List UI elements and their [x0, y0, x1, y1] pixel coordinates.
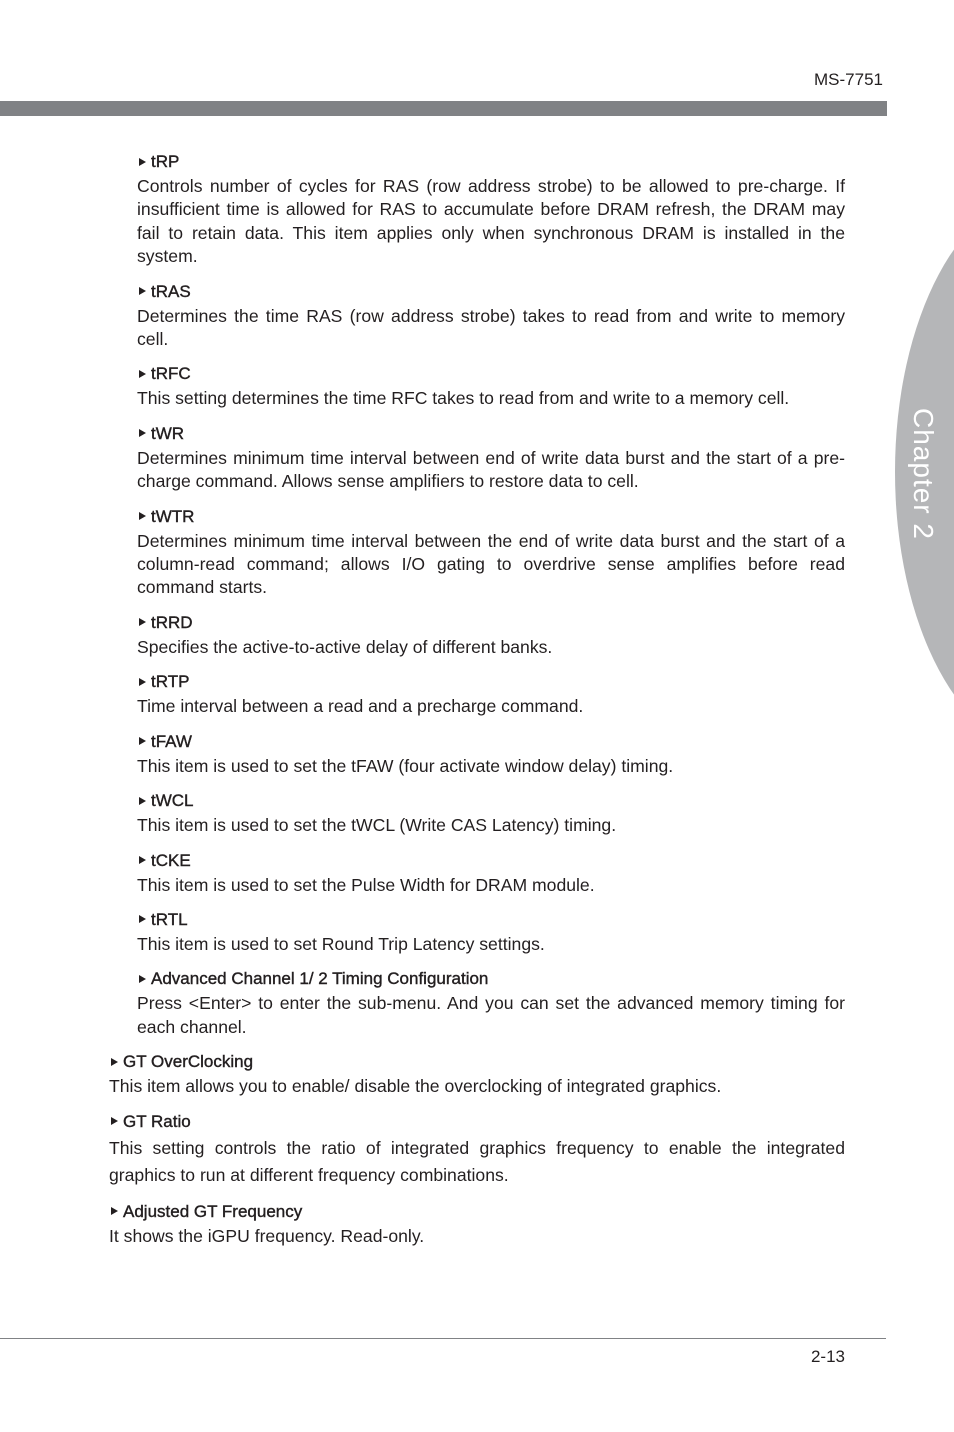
- item-title-text: tFAW: [151, 731, 192, 751]
- item-title-text: tRP: [151, 152, 180, 171]
- arrow-icon: [139, 975, 146, 983]
- item-trtp: [137, 670, 845, 718]
- item-title: [137, 789, 845, 812]
- arrow-icon: [139, 737, 146, 745]
- item-description: Time interval between a read and a precharge command.: [137, 696, 584, 717]
- item-description: Controls number of cycles for RAS (row address strobe) to be allowed to pre-charge. If insufficient time is allowed for RAS to accumulate before DRAM refresh, the DRAM may fail to retain data. This item applies only when synchronous DRAM is installed in the system.: [137, 176, 845, 267]
- header-bar: [0, 101, 887, 116]
- item-title: [137, 849, 845, 872]
- arrow-icon: [139, 856, 146, 864]
- item-trrd: [137, 611, 845, 659]
- item-title-text: tWTR: [151, 506, 195, 526]
- item-title: [137, 422, 845, 445]
- item-title: [137, 280, 845, 303]
- item-gt-overclocking: [109, 1050, 845, 1098]
- item-trp: [137, 150, 845, 269]
- arrow-icon: [139, 370, 146, 378]
- item-twcl: [137, 789, 845, 837]
- item-description: Determines minimum time interval between end of write data burst and the start of a pre-charge command. Allows sense amplifiers to restore data to cell.: [137, 447, 845, 492]
- item-title: [109, 1050, 845, 1073]
- chapter-label: Chapter 2: [908, 408, 939, 540]
- item-title-text: GT Ratio: [123, 1111, 191, 1131]
- item-title: [109, 1200, 845, 1223]
- item-description: This item is used to set the Pulse Width for DRAM module.: [137, 874, 595, 895]
- arrow-icon: [139, 915, 146, 923]
- item-description: This item allows you to enable/ disable the overclocking of integrated graphics.: [109, 1076, 722, 1097]
- item-title: [137, 730, 845, 753]
- item-adjusted-gt-frequency: [109, 1200, 845, 1248]
- item-description: This item is used to set the tFAW (four activate window delay) timing.: [137, 755, 674, 776]
- item-tras: [137, 280, 845, 352]
- item-title: [137, 150, 845, 173]
- item-title-text: tWR: [151, 423, 185, 443]
- item-description: Determines the time RAS (row address strobe) takes to read from and write to memory cell.: [137, 305, 845, 350]
- item-title-text: tRFC: [151, 364, 191, 384]
- arrow-icon: [139, 287, 146, 295]
- item-description: This setting controls the ratio of integrated graphics frequency to enable the integrated graphics to run at different frequency combinations.: [109, 1137, 845, 1185]
- item-description: This item is used to set the tWCL (Write CAS Latency) timing.: [137, 815, 617, 836]
- arrow-icon: [139, 429, 146, 437]
- item-description: It shows the iGPU frequency. Read-only.: [109, 1225, 425, 1246]
- item-title-text: tRTP: [151, 672, 190, 692]
- item-title: [137, 505, 845, 528]
- item-title-text: Adjusted GT Frequency: [123, 1201, 303, 1221]
- item-title-text: tRTL: [151, 909, 188, 929]
- item-description: This item is used to set Round Trip Latency settings.: [137, 933, 545, 954]
- item-title-text: tWCL: [151, 791, 194, 811]
- item-title-text: tRRD: [151, 612, 193, 632]
- arrow-icon: [111, 1207, 118, 1215]
- item-tfaw: [137, 730, 845, 778]
- content: [0, 150, 887, 1259]
- item-tcke: [137, 849, 845, 897]
- model-number: MS-7751: [814, 70, 883, 89]
- item-description: Determines minimum time interval between the end of write data burst and the start of a column-read command; allows I/O gating to overdrive sense amplifies before read command starts.: [137, 530, 845, 598]
- item-advanced-channel-timing: [137, 967, 845, 1039]
- item-title-text: tRAS: [151, 281, 191, 301]
- item-title-text: Advanced Channel 1/ 2 Timing Configuration: [151, 969, 489, 989]
- arrow-icon: [139, 158, 146, 166]
- item-twtr: [137, 505, 845, 600]
- item-title: [137, 967, 845, 990]
- item-description: Specifies the active-to-active delay of different banks.: [137, 636, 553, 657]
- item-title: [137, 670, 845, 693]
- item-trtl: [137, 908, 845, 956]
- arrow-icon: [111, 1117, 118, 1125]
- arrow-icon: [139, 512, 146, 520]
- arrow-icon: [139, 618, 146, 626]
- arrow-icon: [111, 1058, 118, 1066]
- item-title: [137, 611, 845, 634]
- item-title-text: GT OverClocking: [123, 1052, 254, 1072]
- item-title: [137, 362, 845, 385]
- item-trfc: [137, 362, 845, 410]
- item-description: Press <Enter> to enter the sub-menu. And you can set the advanced memory timing for each channel.: [137, 993, 845, 1037]
- item-title: [109, 1110, 845, 1133]
- item-description: This setting determines the time RFC takes to read from and write to a memory cell.: [137, 388, 790, 409]
- page-number: 2-13: [810, 1347, 845, 1366]
- footer-line: [0, 1338, 886, 1339]
- item-gt-ratio: [109, 1110, 845, 1189]
- arrow-icon: [139, 678, 146, 686]
- item-twr: [137, 422, 845, 494]
- arrow-icon: [139, 797, 146, 805]
- item-title: [137, 908, 845, 931]
- item-title-text: tCKE: [151, 850, 191, 870]
